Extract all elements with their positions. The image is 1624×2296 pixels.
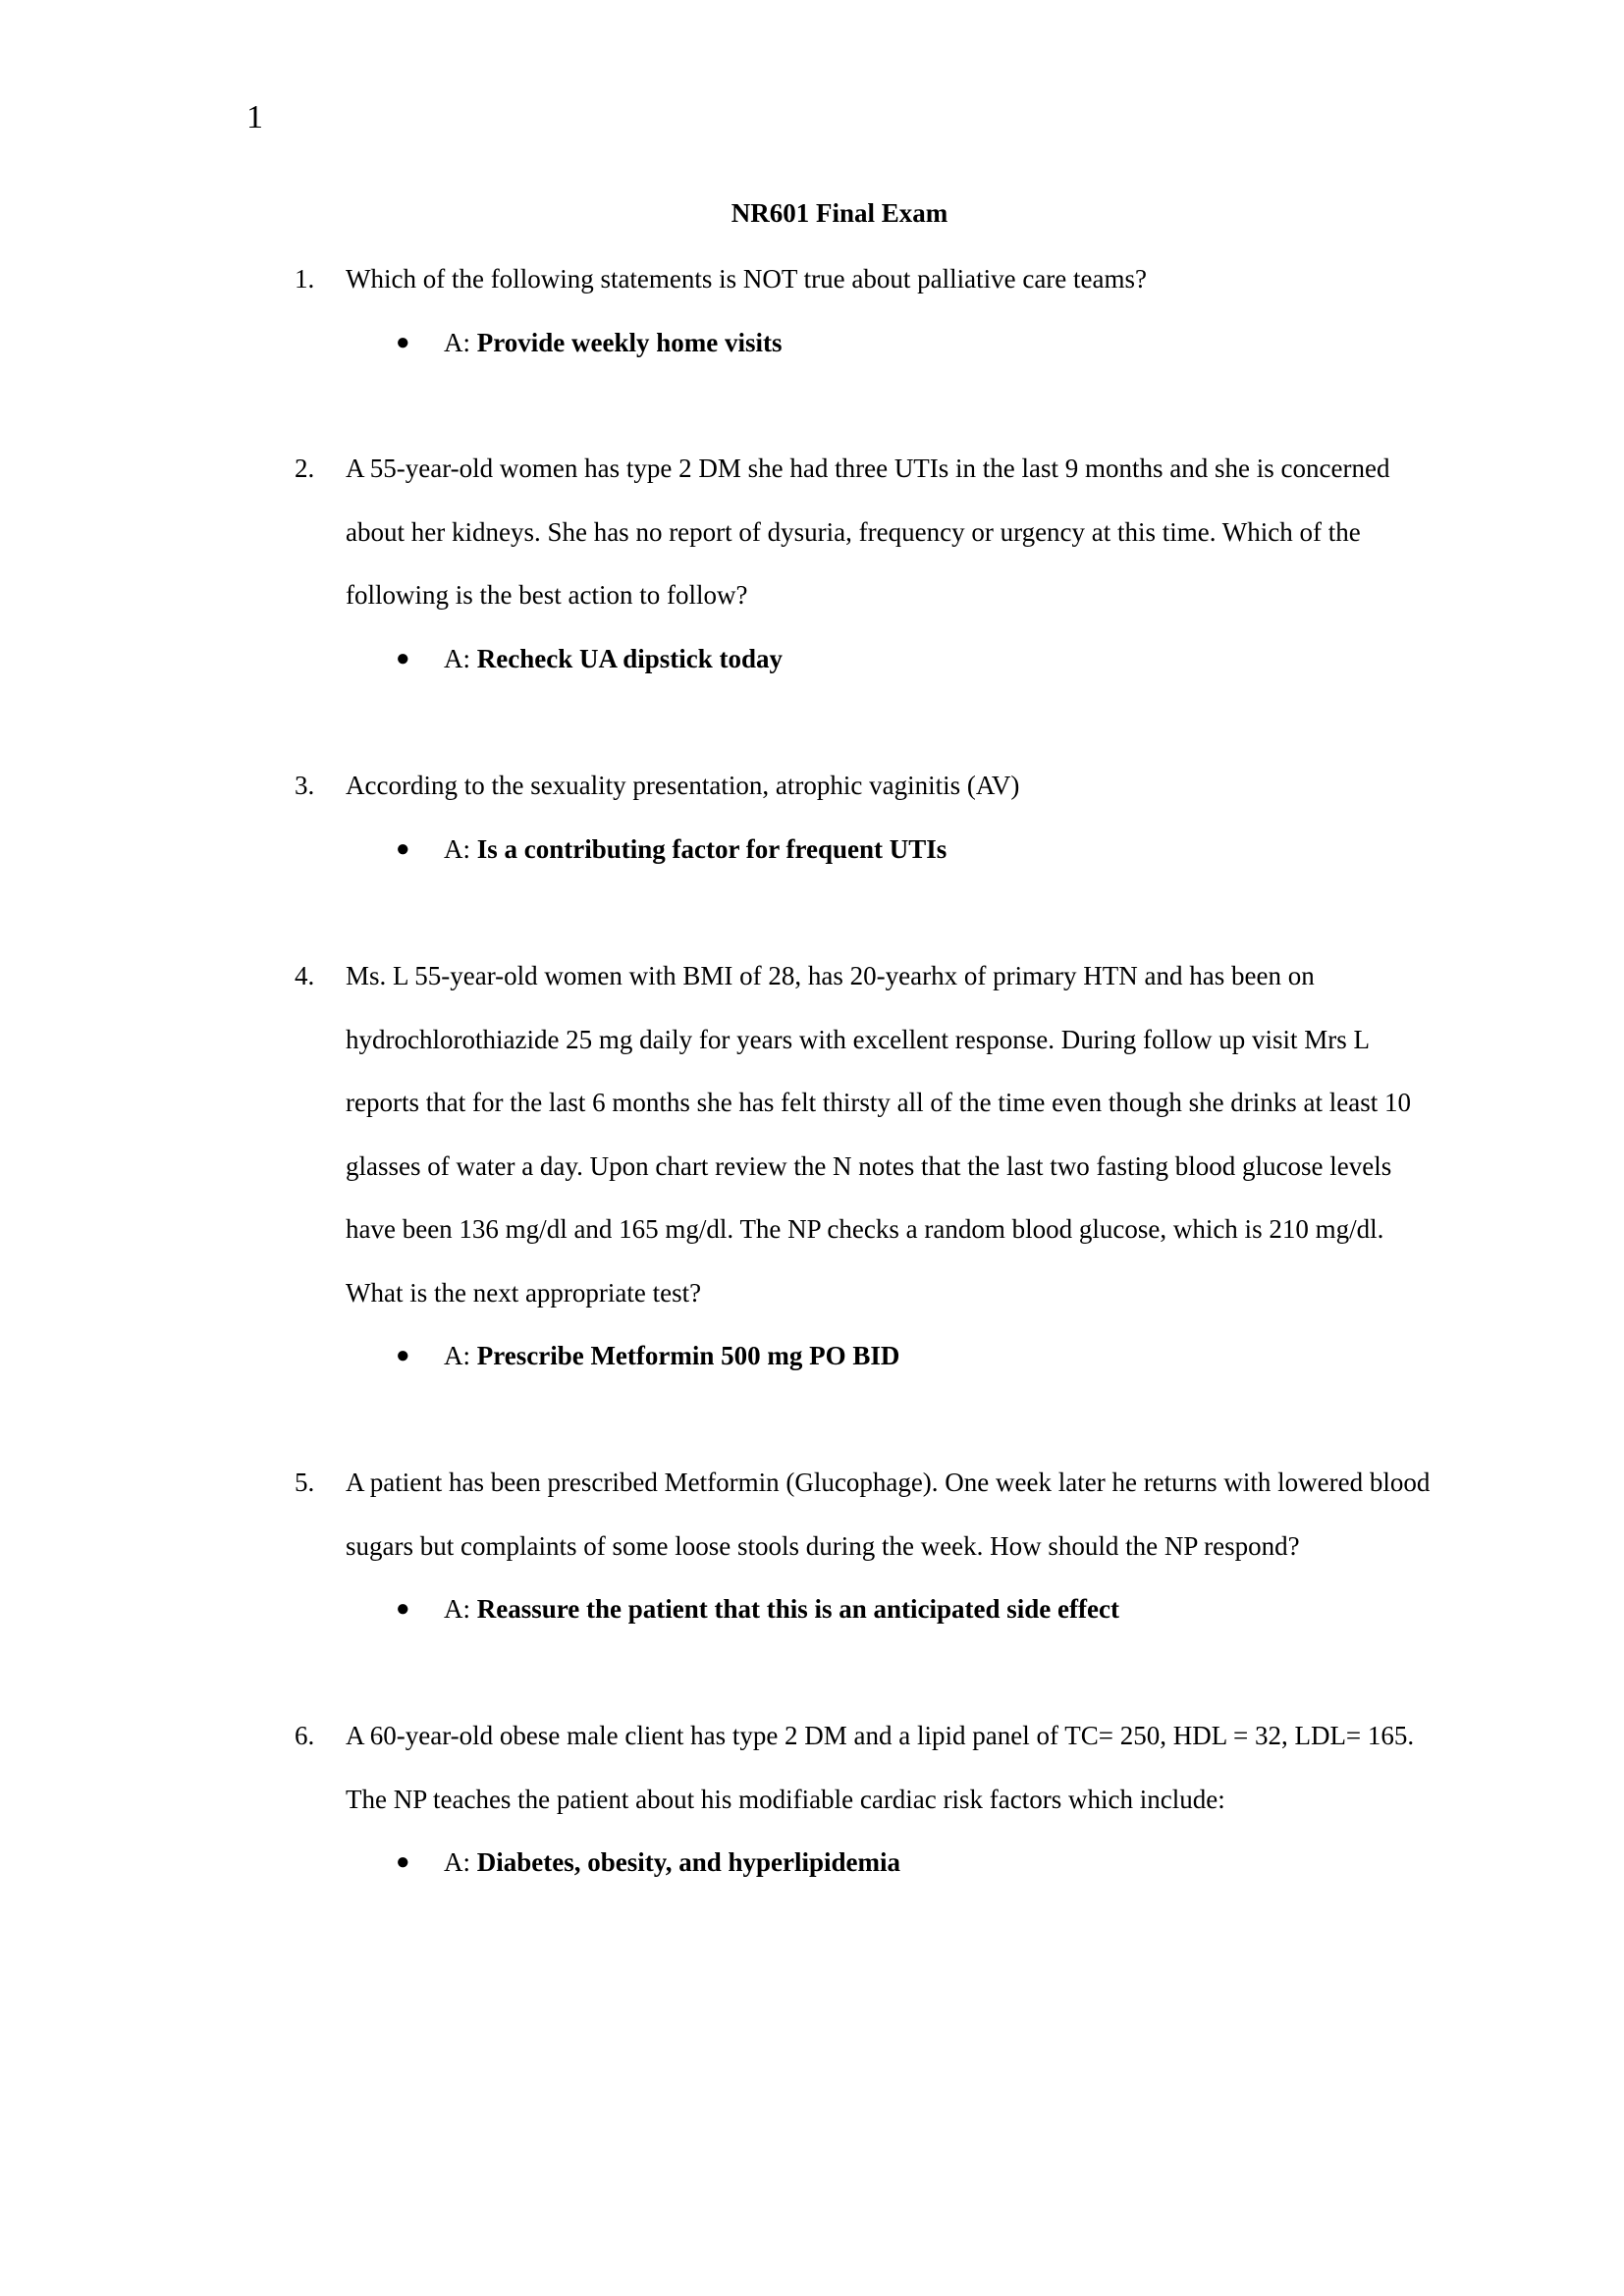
answer-text: Diabetes, obesity, and hyperlipidemia	[476, 1847, 901, 1877]
answer-item	[396, 1577, 1443, 1640]
answer-text: Is a contributing factor for frequent UTIs	[476, 833, 947, 864]
bullet-icon: ●	[396, 1596, 410, 1622]
bullet-icon: ●	[396, 835, 410, 862]
bullet-icon: ●	[396, 329, 410, 355]
question-text: A 55-year-old women has type 2 DM she had three UTIs in the last 9 months and she is concerned about her kidneys. She has no report of dysuria, frequency or urgency at this time. Which of the following is the best action to follow?	[346, 454, 1390, 610]
answer-text: Provide weekly home visits	[476, 327, 783, 357]
answer-item	[396, 1324, 1443, 1387]
question-2	[295, 437, 1443, 690]
question-3	[295, 754, 1443, 881]
question-number: 1.	[295, 264, 315, 294]
question-number: 6.	[295, 1721, 315, 1750]
question-number: 5.	[295, 1468, 315, 1497]
answer-text: Recheck UA dipstick today	[476, 643, 784, 673]
bullet-icon: ●	[396, 645, 410, 671]
question-1	[295, 247, 1443, 374]
question-number: 4.	[295, 961, 315, 990]
answer-item	[396, 627, 1443, 690]
answer-label: A:	[444, 1341, 470, 1370]
answer-text: Reassure the patient that this is an anticipated side effect	[476, 1594, 1119, 1624]
question-4	[295, 944, 1443, 1387]
bullet-icon: ●	[396, 1849, 410, 1875]
answer-item	[396, 818, 1443, 881]
question-text: A patient has been prescribed Metformin (Glucophage). One week later he returns with lowered blood sugars but complaints of some loose stools during the week. How should the NP respond?	[346, 1468, 1431, 1561]
document-title: NR601 Final Exam	[731, 198, 948, 228]
question-number: 2.	[295, 454, 315, 483]
bullet-icon: ●	[396, 1343, 410, 1368]
answer-item	[396, 1831, 1443, 1894]
question-text: A 60-year-old obese male client has type 2 DM and a lipid panel of TC= 250, HDL = 32, LDL= 165. The NP teaches the patient about his modifiable cardiac risk factors which include:	[346, 1721, 1415, 1814]
question-text: Ms. L 55-year-old women with BMI of 28, has 20-yearhx of primary HTN and has been on hydrochlorothiazide 25 mg daily for years with excellent response. During follow up visit Mrs L reports that for the last 6 months she has felt thirsty all of the time even though she drinks at least 10 glasses of water a day. Upon chart review the N notes that the last two fasting blood glucose levels have been 136 mg/dl and 165 mg/dl. The NP checks a random blood glucose, which is 210 mg/dl. What is the next appropriate test?	[346, 961, 1412, 1308]
question-6	[295, 1704, 1443, 1894]
answer-item	[396, 311, 1443, 374]
question-number: 3.	[295, 771, 315, 800]
page-number: 1	[246, 99, 263, 135]
answer-label: A:	[444, 1847, 470, 1877]
answer-label: A:	[444, 1594, 470, 1624]
answer-label: A:	[444, 833, 470, 864]
answer-text: Prescribe Metformin 500 mg PO BID	[476, 1341, 900, 1370]
answer-label: A:	[444, 327, 470, 357]
answer-label: A:	[444, 643, 470, 673]
question-text: Which of the following statements is NOT true about palliative care teams?	[346, 264, 1147, 294]
question-text: According to the sexuality presentation, atrophic vaginitis (AV)	[346, 771, 1020, 800]
question-5	[295, 1451, 1443, 1640]
